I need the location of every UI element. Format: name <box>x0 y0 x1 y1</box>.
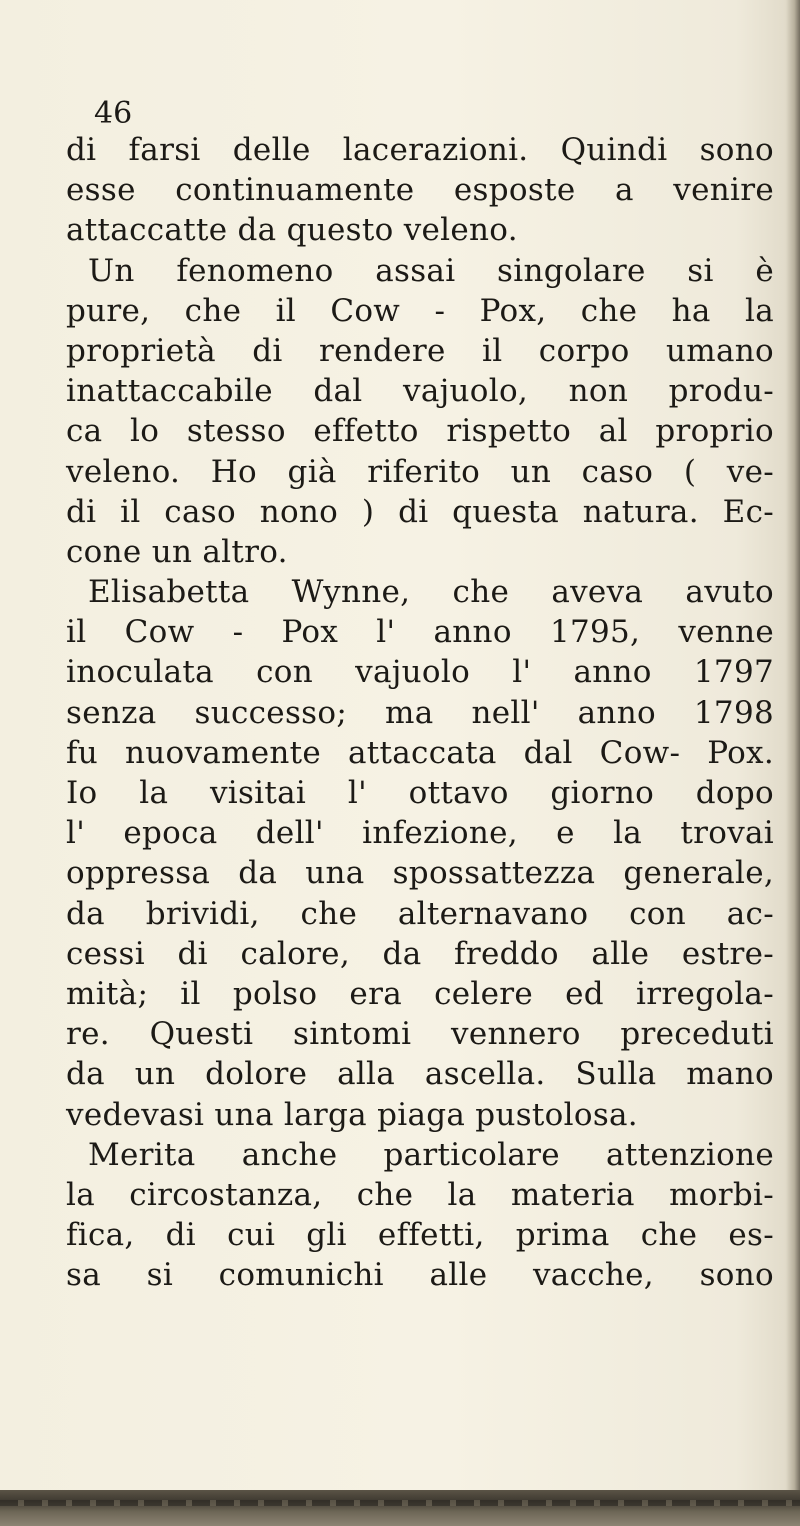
text-line: cessi di calore, da freddo alle estre- <box>66 935 774 972</box>
text-line: proprietà di rendere il corpo umano <box>66 332 774 369</box>
text-line: Merita anche particolare attenzione <box>88 1136 774 1173</box>
text-line: attaccatte da questo veleno. <box>66 212 518 249</box>
text-line: oppressa da una spossattezza generale, <box>66 855 774 892</box>
text-line: mità; il polso era celere ed irregola- <box>66 975 774 1012</box>
text-line: pure, che il Cow - Pox, che ha la <box>66 292 774 329</box>
text-line: ca lo stesso effetto rispetto al proprio <box>66 413 774 450</box>
page-edge-shadow <box>786 0 800 1526</box>
text-line: senza successo; ma nell' anno 1798 <box>66 694 774 731</box>
text-line: re. Questi sintomi vennero preceduti <box>66 1016 774 1053</box>
text-line: di farsi delle lacerazioni. Quindi sono <box>66 132 774 168</box>
text-line: da brividi, che alternavano con ac- <box>66 895 774 932</box>
text-line: il Cow - Pox l' anno 1795, venne <box>66 614 774 651</box>
text-line: Elisabetta Wynne, che aveva avuto <box>88 574 774 611</box>
text-line: Io la visitai l' ottavo giorno dopo <box>66 775 774 811</box>
body-text <box>66 130 774 1295</box>
text-line: l' epoca dell' infezione, e la trovai <box>66 815 774 852</box>
text-line: inattaccabile dal vajuolo, non produ- <box>66 373 774 410</box>
text-line: veleno. Ho già riferito un caso ( ve- <box>66 453 774 490</box>
text-line: fica, di cui gli effetti, prima che es- <box>66 1217 774 1254</box>
text-line: di il caso nono ) di questa natura. Ec- <box>66 493 774 530</box>
text-line: inoculata con vajuolo l' anno 1797 <box>66 654 774 691</box>
page-number: 46 <box>94 96 133 131</box>
text-line: esse continuamente esposte a venire <box>66 172 774 209</box>
text-line: sa si comunichi alle vacche, sono <box>66 1257 774 1294</box>
text-line: vedevasi una larga piaga pustolosa. <box>66 1096 638 1133</box>
text-line: Un fenomeno assai singolare si è <box>88 252 774 289</box>
page-bottom-scan-edge <box>0 1490 800 1526</box>
text-line: fu nuovamente attaccata dal Cow- Pox. <box>66 734 774 771</box>
text-line: cone un altro. <box>66 533 288 570</box>
text-line: la circostanza, che la materia morbi- <box>66 1176 774 1213</box>
text-line: da un dolore alla ascella. Sulla mano <box>66 1056 774 1093</box>
